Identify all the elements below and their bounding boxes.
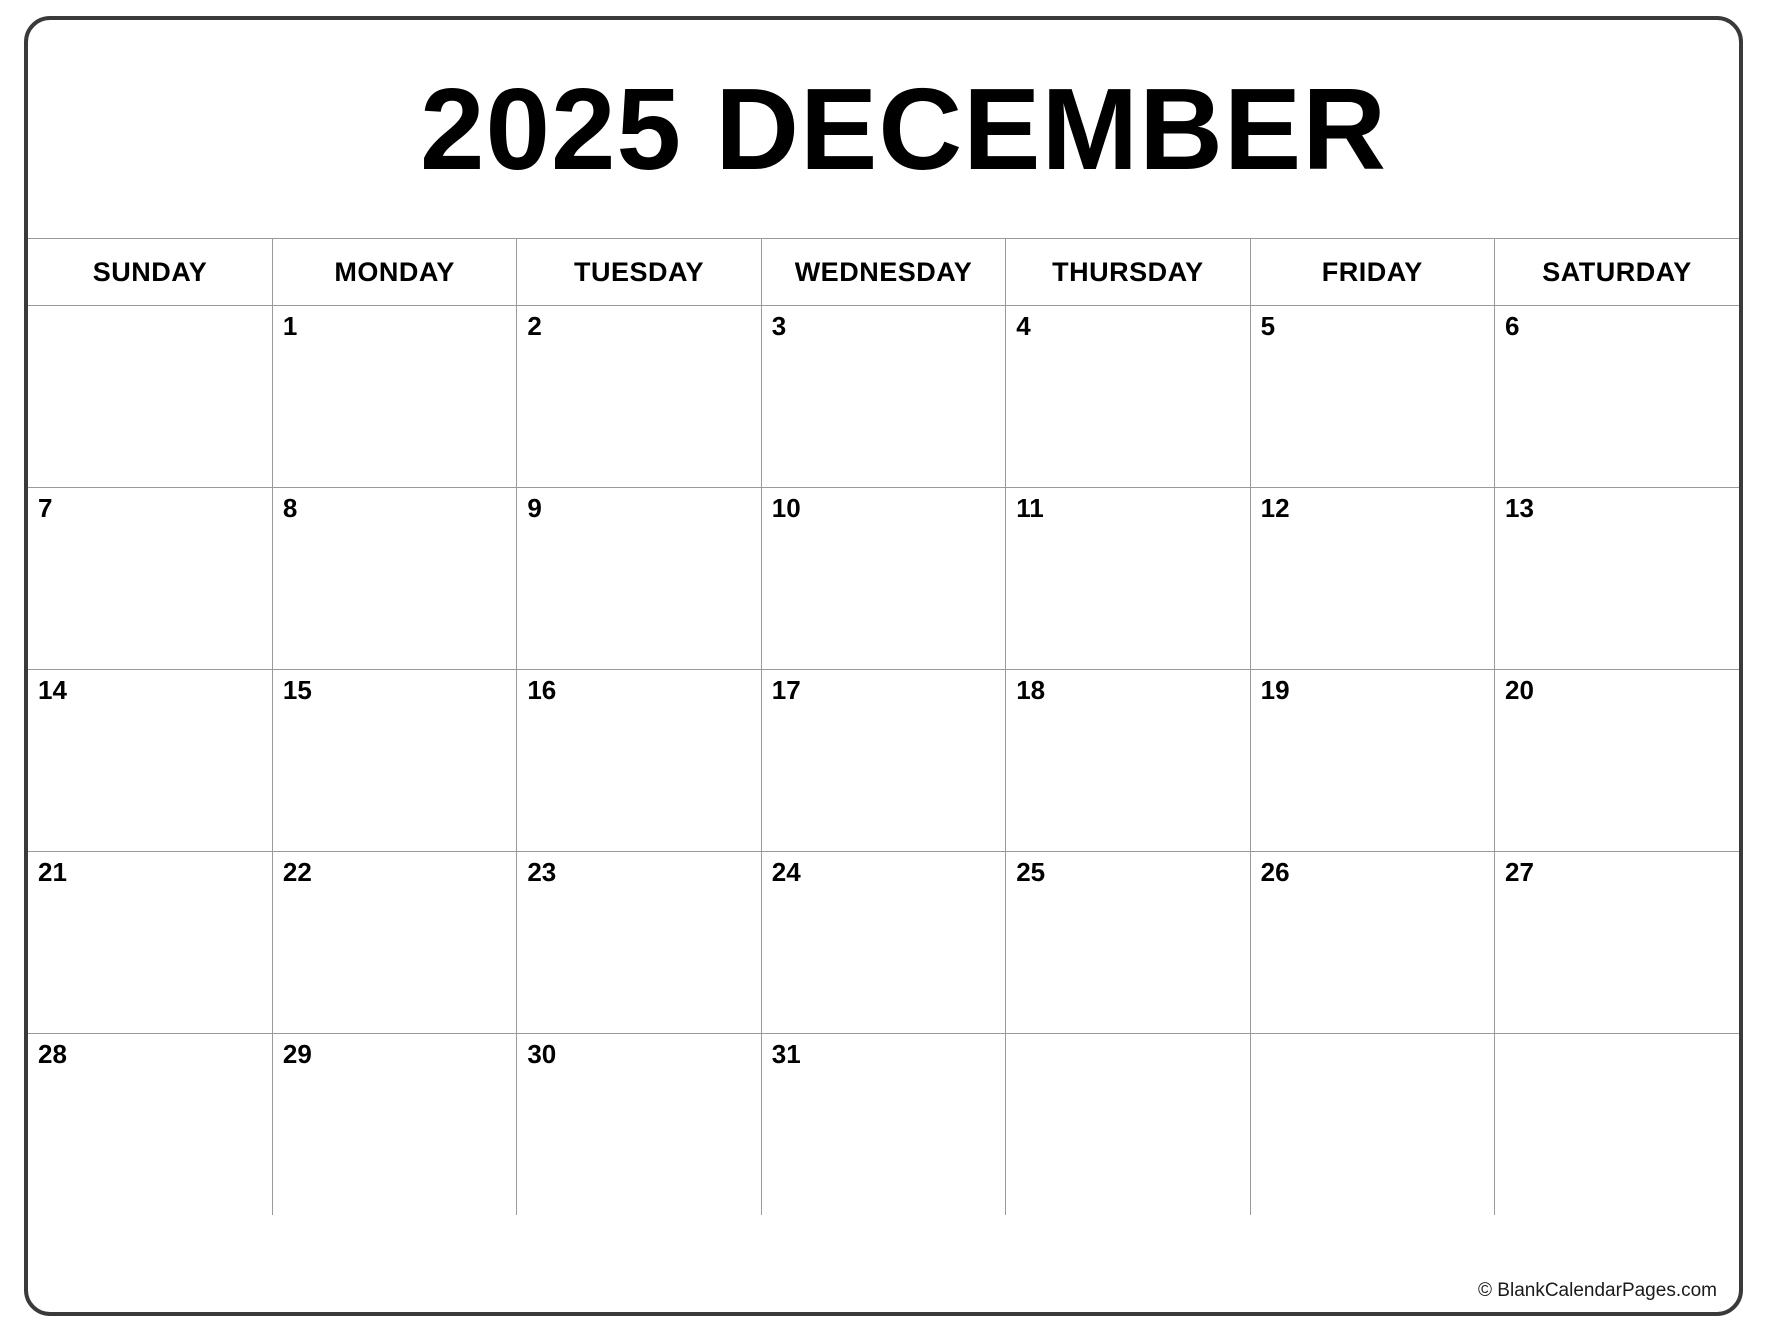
day-number: 11 — [1016, 493, 1044, 523]
page-title: 2025 DECEMBER — [419, 64, 1388, 194]
weekday-header-saturday: SATURDAY — [1495, 239, 1739, 306]
day-cell[interactable] — [1006, 852, 1250, 1034]
day-number: 17 — [771, 675, 801, 705]
day-cell[interactable] — [1250, 1034, 1494, 1216]
day-number: 1 — [282, 311, 298, 341]
day-cell[interactable] — [1006, 306, 1250, 488]
day-number: 4 — [1016, 311, 1031, 341]
day-number: 23 — [527, 857, 557, 887]
day-number: 6 — [1505, 311, 1520, 341]
day-cell[interactable] — [1250, 852, 1494, 1034]
day-cell[interactable] — [517, 306, 761, 488]
day-cell[interactable] — [272, 1034, 516, 1216]
day-cell[interactable] — [1250, 670, 1494, 852]
day-number: 16 — [527, 675, 557, 705]
day-cell[interactable] — [1250, 488, 1494, 670]
day-cell[interactable] — [761, 488, 1005, 670]
day-number: 30 — [527, 1039, 557, 1069]
day-cell[interactable] — [1006, 488, 1250, 670]
weekday-header-monday: MONDAY — [272, 239, 516, 306]
calendar-grid — [28, 238, 1739, 1215]
day-cell[interactable] — [761, 670, 1005, 852]
calendar-frame — [24, 16, 1743, 1316]
day-cell[interactable] — [28, 1034, 272, 1216]
day-number: 19 — [1260, 675, 1290, 705]
day-number — [28, 306, 272, 340]
day-cell[interactable] — [28, 488, 272, 670]
day-cell[interactable] — [1006, 670, 1250, 852]
day-cell[interactable] — [272, 670, 516, 852]
day-cell[interactable] — [517, 1034, 761, 1216]
day-cell[interactable] — [1250, 306, 1494, 488]
day-number — [1495, 1034, 1739, 1068]
weekday-header-friday: FRIDAY — [1250, 239, 1494, 306]
day-number: 12 — [1260, 493, 1290, 523]
day-cell[interactable] — [28, 306, 272, 488]
day-number: 25 — [1016, 857, 1046, 887]
day-cell[interactable] — [761, 306, 1005, 488]
day-number — [1251, 1034, 1494, 1068]
day-number: 24 — [771, 857, 801, 887]
day-number: 10 — [771, 493, 801, 523]
calendar-week-row — [28, 670, 1739, 852]
day-cell[interactable] — [517, 852, 761, 1034]
day-number: 13 — [1505, 493, 1534, 523]
day-cell[interactable] — [28, 852, 272, 1034]
day-number: 9 — [527, 493, 542, 523]
day-cell[interactable] — [517, 670, 761, 852]
weekday-header-tuesday: TUESDAY — [517, 239, 761, 306]
weekday-header-wednesday: WEDNESDAY — [761, 239, 1005, 306]
calendar-week-row — [28, 1034, 1739, 1216]
day-cell[interactable] — [28, 670, 272, 852]
day-number: 15 — [282, 675, 312, 705]
day-number: 29 — [282, 1039, 312, 1069]
day-cell[interactable] — [272, 306, 516, 488]
day-number — [1006, 1034, 1249, 1068]
day-number: 3 — [771, 311, 787, 341]
day-number: 22 — [282, 857, 312, 887]
day-cell[interactable] — [517, 488, 761, 670]
day-number: 5 — [1260, 311, 1276, 341]
day-cell[interactable] — [761, 852, 1005, 1034]
calendar-week-row — [28, 852, 1739, 1034]
calendar-week-row — [28, 306, 1739, 488]
day-cell[interactable] — [1495, 1034, 1739, 1216]
day-number: 20 — [1505, 675, 1534, 705]
day-cell[interactable] — [1495, 488, 1739, 670]
calendar-week-row — [28, 488, 1739, 670]
day-cell[interactable] — [1495, 306, 1739, 488]
weekday-header-thursday: THURSDAY — [1006, 239, 1250, 306]
day-cell[interactable] — [272, 852, 516, 1034]
weekday-header-row — [28, 239, 1739, 306]
day-number: 26 — [1260, 857, 1290, 887]
day-number: 21 — [38, 857, 67, 887]
day-cell[interactable] — [761, 1034, 1005, 1216]
day-cell[interactable] — [1495, 670, 1739, 852]
day-number: 28 — [38, 1039, 67, 1069]
calendar-title-bar — [28, 20, 1739, 238]
day-cell[interactable] — [1495, 852, 1739, 1034]
day-number: 2 — [527, 311, 542, 341]
day-number: 7 — [38, 493, 53, 523]
day-number: 18 — [1016, 675, 1046, 705]
day-cell[interactable] — [1006, 1034, 1250, 1216]
day-number: 31 — [771, 1039, 801, 1069]
weekday-header-sunday: SUNDAY — [28, 239, 272, 306]
day-number: 27 — [1505, 857, 1534, 887]
day-number: 14 — [38, 675, 67, 705]
day-cell[interactable] — [272, 488, 516, 670]
day-number: 8 — [282, 493, 298, 523]
footer-credit: © BlankCalendarPages.com — [1478, 1280, 1717, 1301]
